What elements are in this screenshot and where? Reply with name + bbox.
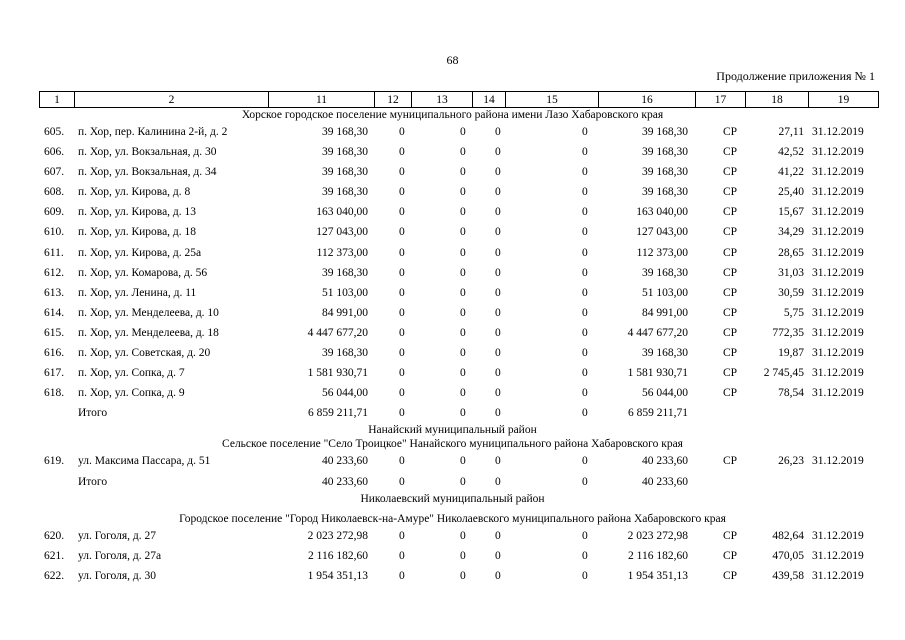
cell-c11: 1 954 351,13 bbox=[307, 569, 368, 582]
cell-address: п. Хор, ул. Сопка, д. 7 bbox=[78, 367, 185, 380]
cell-c15: 0 bbox=[582, 455, 588, 468]
cell-c16: 39 168,30 bbox=[642, 347, 688, 360]
cell-c12: 0 bbox=[399, 266, 405, 279]
section-heading: Хорское городское поселение муниципального района имени Лазо Хабаровского края bbox=[241, 109, 664, 121]
cell-c15: 0 bbox=[582, 226, 588, 239]
table-row bbox=[0, 202, 905, 222]
column-header: 13 bbox=[412, 92, 473, 108]
cell-c15: 0 bbox=[582, 206, 588, 219]
cell-c12: 0 bbox=[399, 367, 405, 380]
cell-address: п. Хор, ул. Менделеева, д. 10 bbox=[78, 306, 219, 319]
table-row bbox=[0, 222, 905, 242]
cell-c14: 0 bbox=[495, 246, 501, 259]
cell-c17: СР bbox=[723, 186, 738, 199]
cell-c13: 0 bbox=[460, 126, 466, 138]
cell-c11: 2 023 272,98 bbox=[307, 529, 368, 542]
cell-c18: 27,11 bbox=[778, 126, 804, 138]
cell-c18: 5,75 bbox=[783, 306, 804, 319]
section-heading: Николаевский муниципальный район bbox=[360, 492, 545, 505]
cell-c18: 470,05 bbox=[772, 549, 804, 562]
cell-c14: 0 bbox=[495, 387, 501, 400]
cell-c16: 6 859 211,71 bbox=[628, 407, 688, 420]
cell-c14: 0 bbox=[495, 475, 501, 488]
cell-c14: 0 bbox=[495, 206, 501, 219]
cell-num: 609. bbox=[44, 206, 65, 219]
cell-c16: 39 168,30 bbox=[642, 166, 688, 179]
page-number: 68 bbox=[446, 53, 459, 67]
cell-c18: 28,65 bbox=[778, 246, 804, 259]
table-row bbox=[0, 303, 905, 323]
table-row bbox=[0, 182, 905, 202]
cell-c14: 0 bbox=[495, 166, 501, 179]
cell-c12: 0 bbox=[399, 186, 405, 199]
cell-c18: 19,87 bbox=[778, 347, 804, 360]
cell-c16: 1 581 930,71 bbox=[627, 367, 688, 380]
cell-c19: 31.12.2019 bbox=[812, 455, 864, 468]
cell-c13: 0 bbox=[460, 206, 466, 219]
cell-c19: 31.12.2019 bbox=[812, 166, 864, 179]
cell-c12: 0 bbox=[399, 306, 405, 319]
cell-num: 607. bbox=[44, 166, 65, 179]
column-header-table bbox=[39, 91, 879, 108]
cell-c12: 0 bbox=[399, 455, 405, 468]
table-row bbox=[0, 526, 905, 546]
cell-c17: СР bbox=[723, 246, 738, 259]
cell-c17: СР bbox=[723, 166, 738, 179]
cell-c13: 0 bbox=[460, 146, 466, 159]
cell-c12: 0 bbox=[399, 246, 405, 259]
cell-c19: 31.12.2019 bbox=[812, 206, 864, 219]
table-row bbox=[0, 243, 905, 263]
cell-c16: 4 447 677,20 bbox=[627, 326, 688, 339]
cell-c12: 0 bbox=[399, 166, 405, 179]
table-row bbox=[0, 323, 905, 343]
cell-c14: 0 bbox=[495, 126, 501, 138]
cell-c16: 39 168,30 bbox=[642, 126, 688, 138]
cell-c11: 1 581 930,71 bbox=[307, 367, 368, 380]
cell-c17: СР bbox=[723, 367, 738, 380]
cell-c18: 772,35 bbox=[772, 326, 804, 339]
cell-c11: 4 447 677,20 bbox=[307, 326, 368, 339]
cell-c17: СР bbox=[723, 455, 738, 468]
registry-table-body bbox=[0, 108, 905, 586]
cell-c18: 31,03 bbox=[778, 266, 804, 279]
cell-c18: 439,58 bbox=[772, 569, 804, 582]
cell-c16: 56 044,00 bbox=[642, 387, 688, 400]
cell-num: 608. bbox=[44, 186, 65, 199]
cell-c17: СР bbox=[723, 126, 738, 138]
cell-num: 606. bbox=[44, 146, 65, 159]
cell-c16: 39 168,30 bbox=[642, 146, 688, 159]
table-row bbox=[0, 383, 905, 403]
cell-address: п. Хор, ул. Кирова, д. 25а bbox=[78, 246, 202, 259]
cell-address: п. Хор, ул. Комарова, д. 56 bbox=[78, 266, 208, 279]
column-header: 16 bbox=[599, 92, 696, 108]
cell-c13: 0 bbox=[460, 529, 466, 542]
cell-c19: 31.12.2019 bbox=[812, 569, 864, 582]
cell-c17: СР bbox=[723, 347, 738, 360]
cell-c17: СР bbox=[723, 549, 738, 562]
cell-address: п. Хор, ул. Менделеева, д. 18 bbox=[78, 326, 219, 339]
cell-c14: 0 bbox=[495, 186, 501, 199]
cell-c13: 0 bbox=[460, 387, 466, 400]
cell-c14: 0 bbox=[495, 569, 501, 582]
cell-c15: 0 bbox=[582, 549, 588, 562]
cell-c11: 39 168,30 bbox=[322, 166, 368, 179]
cell-c19: 31.12.2019 bbox=[812, 549, 864, 562]
total-row bbox=[0, 403, 905, 423]
table-row bbox=[0, 263, 905, 283]
cell-c16: 51 103,00 bbox=[642, 286, 688, 299]
cell-c15: 0 bbox=[582, 387, 588, 400]
cell-c18: 15,67 bbox=[778, 206, 804, 219]
cell-c13: 0 bbox=[460, 475, 466, 488]
cell-c14: 0 bbox=[495, 455, 501, 468]
cell-c13: 0 bbox=[460, 407, 466, 420]
cell-num: 614. bbox=[44, 306, 65, 319]
cell-c18: 42,52 bbox=[778, 146, 804, 159]
cell-c13: 0 bbox=[460, 246, 466, 259]
cell-c19: 31.12.2019 bbox=[812, 367, 864, 380]
appendix-continuation-note: Продолжение приложения № 1 bbox=[716, 69, 875, 83]
cell-c18: 41,22 bbox=[778, 166, 804, 179]
cell-c11: 127 043,00 bbox=[316, 226, 368, 239]
cell-c14: 0 bbox=[495, 326, 501, 339]
cell-c11: 51 103,00 bbox=[322, 286, 368, 299]
cell-c13: 0 bbox=[460, 549, 466, 562]
cell-c14: 0 bbox=[495, 286, 501, 299]
table-row bbox=[0, 363, 905, 383]
cell-address: п. Хор, ул. Ленина, д. 11 bbox=[78, 286, 197, 299]
column-header: 18 bbox=[746, 92, 809, 108]
cell-c16: 40 233,60 bbox=[642, 475, 688, 488]
column-header: 12 bbox=[375, 92, 412, 108]
cell-c15: 0 bbox=[582, 347, 588, 360]
column-header: 15 bbox=[506, 92, 599, 108]
table-row bbox=[0, 343, 905, 363]
cell-address: ул. Гоголя, д. 30 bbox=[78, 569, 157, 582]
column-header: 11 bbox=[269, 92, 375, 108]
cell-c14: 0 bbox=[495, 146, 501, 159]
cell-address: п. Хор, ул. Вокзальная, д. 30 bbox=[78, 146, 217, 159]
cell-c15: 0 bbox=[582, 166, 588, 179]
cell-c13: 0 bbox=[460, 569, 466, 582]
cell-c16: 40 233,60 bbox=[642, 455, 688, 468]
cell-c19: 31.12.2019 bbox=[812, 126, 864, 138]
cell-address: ул. Максима Пассара, д. 51 bbox=[78, 455, 211, 468]
cell-c13: 0 bbox=[460, 326, 466, 339]
column-header: 17 bbox=[696, 92, 746, 108]
cell-c19: 31.12.2019 bbox=[812, 286, 864, 299]
cell-c12: 0 bbox=[399, 407, 405, 420]
cell-c13: 0 bbox=[460, 226, 466, 239]
cell-c12: 0 bbox=[399, 286, 405, 299]
cell-c12: 0 bbox=[399, 387, 405, 400]
cell-c12: 0 bbox=[399, 529, 405, 542]
cell-c19: 31.12.2019 bbox=[812, 387, 864, 400]
cell-c12: 0 bbox=[399, 146, 405, 159]
cell-c17: СР bbox=[723, 206, 738, 219]
cell-address: п. Хор, ул. Кирова, д. 18 bbox=[78, 226, 197, 239]
cell-c14: 0 bbox=[495, 367, 501, 380]
cell-c15: 0 bbox=[582, 146, 588, 159]
cell-c15: 0 bbox=[582, 286, 588, 299]
cell-c15: 0 bbox=[582, 569, 588, 582]
section-heading: Сельское поселение "Село Троицкое" Нанайского муниципального района Хабаровского края bbox=[222, 438, 683, 451]
cell-c11: 39 168,30 bbox=[322, 347, 368, 360]
cell-num: 612. bbox=[44, 266, 65, 279]
cell-address: п. Хор, ул. Кирова, д. 13 bbox=[78, 206, 197, 219]
cell-c15: 0 bbox=[582, 475, 588, 488]
cell-c13: 0 bbox=[460, 367, 466, 380]
cell-c11: 112 373,00 bbox=[316, 246, 368, 259]
cell-c11: 39 168,30 bbox=[322, 266, 368, 279]
section-heading: Городское поселение "Город Николаевск-на-Амуре" Николаевского муниципального района Хабаровского края bbox=[179, 512, 726, 525]
cell-address: п. Хор, ул. Сопка, д. 9 bbox=[78, 387, 185, 400]
cell-c13: 0 bbox=[460, 286, 466, 299]
cell-c17: СР bbox=[723, 146, 738, 159]
cell-address: п. Хор, пер. Калинина 2-й, д. 2 bbox=[78, 126, 228, 138]
cell-c13: 0 bbox=[460, 347, 466, 360]
cell-c18: 34,29 bbox=[778, 226, 804, 239]
cell-c17: СР bbox=[723, 326, 738, 339]
cell-c14: 0 bbox=[495, 347, 501, 360]
cell-num: 615. bbox=[44, 326, 65, 339]
cell-c17: СР bbox=[723, 569, 738, 582]
cell-c19: 31.12.2019 bbox=[812, 266, 864, 279]
cell-c11: 2 116 182,60 bbox=[308, 549, 368, 562]
cell-address: ул. Гоголя, д. 27а bbox=[78, 549, 162, 562]
column-header: 19 bbox=[809, 92, 879, 108]
cell-c14: 0 bbox=[495, 266, 501, 279]
cell-c15: 0 bbox=[582, 306, 588, 319]
cell-c11: 40 233,60 bbox=[322, 455, 368, 468]
cell-c16: 127 043,00 bbox=[636, 226, 688, 239]
cell-c11: 39 168,30 bbox=[322, 146, 368, 159]
cell-c17: СР bbox=[723, 226, 738, 239]
cell-c19: 31.12.2019 bbox=[812, 326, 864, 339]
cell-address: Итого bbox=[78, 475, 108, 488]
cell-c18: 2 745,45 bbox=[763, 367, 804, 380]
cell-c11: 39 168,30 bbox=[322, 126, 368, 138]
cell-c13: 0 bbox=[460, 455, 466, 468]
cell-c15: 0 bbox=[582, 266, 588, 279]
cell-c12: 0 bbox=[399, 126, 405, 138]
cell-c19: 31.12.2019 bbox=[812, 306, 864, 319]
cell-num: 621. bbox=[44, 549, 65, 562]
cell-c19: 31.12.2019 bbox=[812, 347, 864, 360]
cell-num: 622. bbox=[44, 569, 65, 582]
cell-num: 616. bbox=[44, 347, 65, 360]
cell-c17: СР bbox=[723, 387, 738, 400]
column-header: 14 bbox=[473, 92, 506, 108]
cell-c13: 0 bbox=[460, 166, 466, 179]
cell-c19: 31.12.2019 bbox=[812, 186, 864, 199]
cell-c16: 2 023 272,98 bbox=[627, 529, 688, 542]
cell-c18: 25,40 bbox=[778, 186, 804, 199]
cell-c14: 0 bbox=[495, 549, 501, 562]
cell-c18: 30,59 bbox=[778, 286, 804, 299]
cell-num: 618. bbox=[44, 387, 65, 400]
cell-c18: 78,54 bbox=[778, 387, 804, 400]
cell-c19: 31.12.2019 bbox=[812, 146, 864, 159]
cell-c15: 0 bbox=[582, 186, 588, 199]
cell-c12: 0 bbox=[399, 206, 405, 219]
cell-c16: 163 040,00 bbox=[636, 206, 688, 219]
cell-c19: 31.12.2019 bbox=[812, 529, 864, 542]
cell-num: 620. bbox=[44, 529, 65, 542]
table-row bbox=[0, 162, 905, 182]
cell-address: п. Хор, ул. Вокзальная, д. 34 bbox=[78, 166, 217, 179]
cell-c15: 0 bbox=[582, 367, 588, 380]
column-header-row bbox=[40, 92, 879, 108]
cell-address: п. Хор, ул. Советская, д. 20 bbox=[78, 347, 211, 360]
cell-num: 610. bbox=[44, 226, 65, 239]
cell-c11: 163 040,00 bbox=[316, 206, 368, 219]
cell-c16: 2 116 182,60 bbox=[628, 549, 688, 562]
cell-c11: 40 233,60 bbox=[322, 475, 368, 488]
cell-c17: СР bbox=[723, 266, 738, 279]
cell-num: 613. bbox=[44, 286, 65, 299]
cell-c15: 0 bbox=[582, 126, 588, 138]
table-row bbox=[0, 122, 905, 142]
cell-c11: 56 044,00 bbox=[322, 387, 368, 400]
cell-c12: 0 bbox=[399, 569, 405, 582]
cell-c13: 0 bbox=[460, 186, 466, 199]
cell-address: ул. Гоголя, д. 27 bbox=[78, 529, 157, 542]
cell-c15: 0 bbox=[582, 407, 588, 420]
cell-c18: 482,64 bbox=[772, 529, 804, 542]
cell-c11: 84 991,00 bbox=[322, 306, 368, 319]
cell-c14: 0 bbox=[495, 407, 501, 420]
cell-c16: 1 954 351,13 bbox=[627, 569, 688, 582]
cell-c19: 31.12.2019 bbox=[812, 246, 864, 259]
cell-c17: СР bbox=[723, 286, 738, 299]
cell-num: 605. bbox=[44, 126, 65, 138]
cell-c15: 0 bbox=[582, 326, 588, 339]
section-heading: Нанайский муниципальный район bbox=[368, 424, 537, 437]
cell-c11: 6 859 211,71 bbox=[308, 407, 368, 420]
total-row bbox=[0, 472, 905, 492]
cell-c12: 0 bbox=[399, 475, 405, 488]
table-row bbox=[0, 566, 905, 586]
cell-c17: СР bbox=[723, 306, 738, 319]
cell-c12: 0 bbox=[399, 226, 405, 239]
cell-address: п. Хор, ул. Кирова, д. 8 bbox=[78, 186, 191, 199]
cell-c11: 39 168,30 bbox=[322, 186, 368, 199]
table-row bbox=[0, 142, 905, 162]
table-row bbox=[0, 283, 905, 303]
cell-num: 611. bbox=[44, 246, 64, 259]
table-row bbox=[0, 546, 905, 566]
cell-c12: 0 bbox=[399, 347, 405, 360]
cell-c16: 39 168,30 bbox=[642, 266, 688, 279]
table-row bbox=[0, 451, 905, 471]
column-header: 2 bbox=[75, 92, 269, 108]
cell-address: Итого bbox=[78, 407, 108, 420]
cell-c14: 0 bbox=[495, 226, 501, 239]
column-header: 1 bbox=[40, 92, 75, 108]
cell-c14: 0 bbox=[495, 529, 501, 542]
cell-c16: 112 373,00 bbox=[636, 246, 688, 259]
cell-c16: 39 168,30 bbox=[642, 186, 688, 199]
cell-num: 619. bbox=[44, 455, 65, 468]
cell-num: 617. bbox=[44, 367, 65, 380]
cell-c14: 0 bbox=[495, 306, 501, 319]
cell-c15: 0 bbox=[582, 246, 588, 259]
cell-c18: 26,23 bbox=[778, 455, 804, 468]
cell-c17: СР bbox=[723, 529, 738, 542]
cell-c12: 0 bbox=[399, 326, 405, 339]
cell-c13: 0 bbox=[460, 266, 466, 279]
cell-c12: 0 bbox=[399, 549, 405, 562]
cell-c19: 31.12.2019 bbox=[812, 226, 864, 239]
cell-c16: 84 991,00 bbox=[642, 306, 688, 319]
cell-c15: 0 bbox=[582, 529, 588, 542]
cell-c13: 0 bbox=[460, 306, 466, 319]
